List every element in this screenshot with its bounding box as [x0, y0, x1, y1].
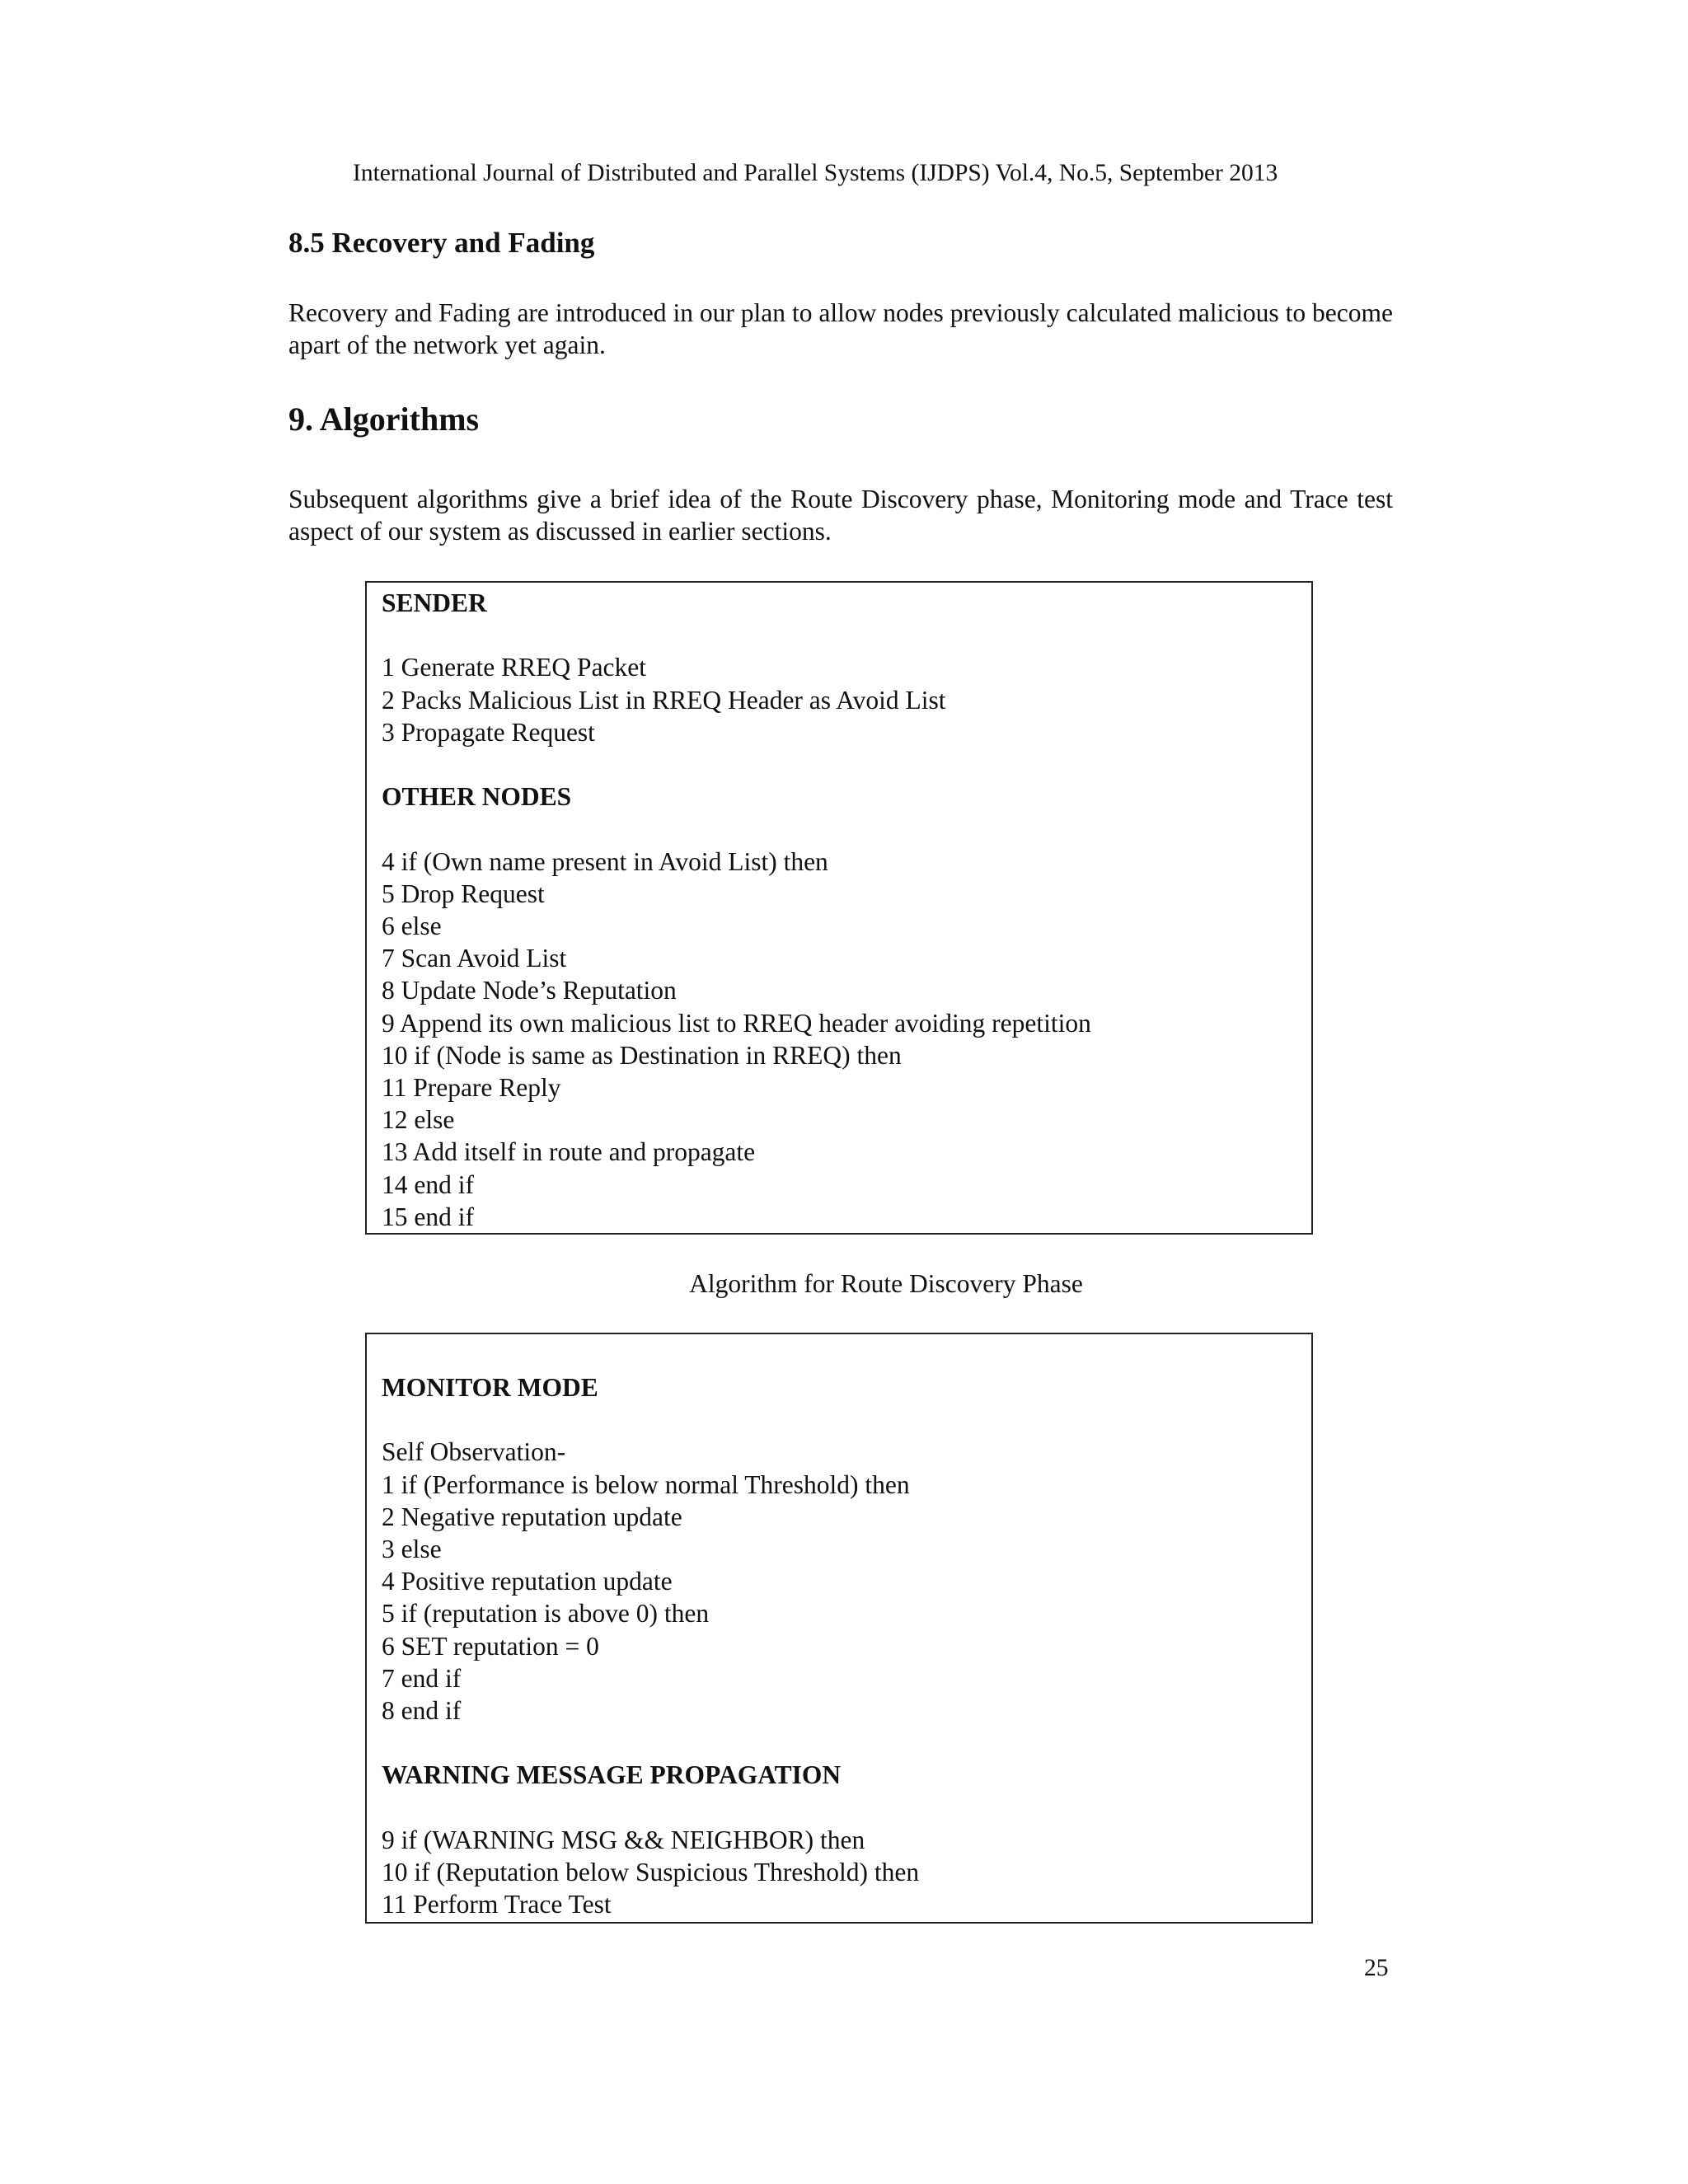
algorithm-step: 9 Append its own malicious list to RREQ header avoiding repetition — [382, 1008, 1091, 1038]
algorithm-step: 10 if (Node is same as Destination in RREQ) then — [382, 1040, 902, 1070]
monitor-mode-algorithm-box — [365, 1333, 1313, 1924]
algorithms-intro-paragraph: Subsequent algorithms give a brief idea of the Route Discovery phase, Monitoring mode and Trace test aspect of our system as discussed in earlier sections. — [288, 485, 1393, 546]
algorithm-step: 14 end if — [382, 1169, 474, 1199]
self-observation-label: Self Observation- — [382, 1437, 566, 1467]
algorithm-step: 1 if (Performance is below normal Threshold) then — [382, 1469, 910, 1499]
algorithm-step: 12 else — [382, 1105, 455, 1135]
algorithm-step: 5 if (reputation is above 0) then — [382, 1599, 710, 1629]
spacer — [382, 813, 1311, 845]
algorithm-step: 2 Packs Malicious List in RREQ Header as Avoid List — [382, 685, 946, 715]
algorithm-step: 3 else — [382, 1535, 442, 1563]
algorithm-step: 4 Positive reputation update — [382, 1567, 673, 1596]
algorithm-step: 1 Generate RREQ Packet — [382, 653, 647, 682]
warning-propagation-heading: WARNING MESSAGE PROPAGATION — [382, 1760, 842, 1790]
algorithm-step: 6 SET reputation = 0 — [382, 1631, 599, 1661]
algorithm-step: 4 if (Own name present in Avoid List) then — [382, 846, 828, 876]
spacer — [382, 1792, 1311, 1824]
algorithm-step: 2 Negative reputation update — [382, 1502, 682, 1531]
algorithm-step: 8 end if — [382, 1696, 462, 1726]
algorithm-step: 9 if (WARNING MSG && NEIGHBOR) then — [382, 1825, 865, 1854]
spacer — [382, 748, 1311, 780]
algorithm-step: 13 Add itself in route and propagate — [382, 1137, 756, 1167]
route-discovery-algorithm-box — [365, 581, 1313, 1235]
algorithm-step: 7 Scan Avoid List — [382, 944, 567, 973]
algorithm-step: 7 end if — [382, 1663, 462, 1693]
spacer — [382, 1727, 1311, 1759]
algorithm-step: 8 Update Node’s Reputation — [382, 976, 677, 1005]
algorithm-step: 11 Perform Trace Test — [382, 1890, 612, 1919]
monitor-mode-heading: MONITOR MODE — [382, 1373, 598, 1402]
running-header: International Journal of Distributed and Parallel Systems (IJDPS) Vol.4, No.5, September 2013 — [353, 160, 1278, 186]
spacer — [382, 619, 1311, 651]
sender-heading: SENDER — [382, 588, 487, 617]
spacer — [382, 1404, 1311, 1436]
route-discovery-caption: Algorithm for Route Discovery Phase — [689, 1269, 1083, 1298]
page-number: 25 — [1364, 1955, 1389, 1981]
algorithm-step: 10 if (Reputation below Suspicious Threshold) then — [382, 1858, 920, 1886]
other-nodes-heading: OTHER NODES — [382, 782, 572, 812]
algorithm-step: 11 Prepare Reply — [382, 1073, 561, 1102]
algorithm-step: 6 else — [382, 911, 442, 940]
subsection-title: 8.5 Recovery and Fading — [288, 227, 595, 259]
algorithm-step: 15 end if — [382, 1202, 474, 1231]
section-title: 9. Algorithms — [288, 401, 480, 438]
recovery-paragraph: Recovery and Fading are introduced in our plan to allow nodes previously calculated malicious to become apart of the network yet again. — [288, 298, 1393, 359]
algorithm-step: 5 Drop Request — [382, 879, 545, 908]
algorithm-step: 3 Propagate Request — [382, 717, 595, 747]
